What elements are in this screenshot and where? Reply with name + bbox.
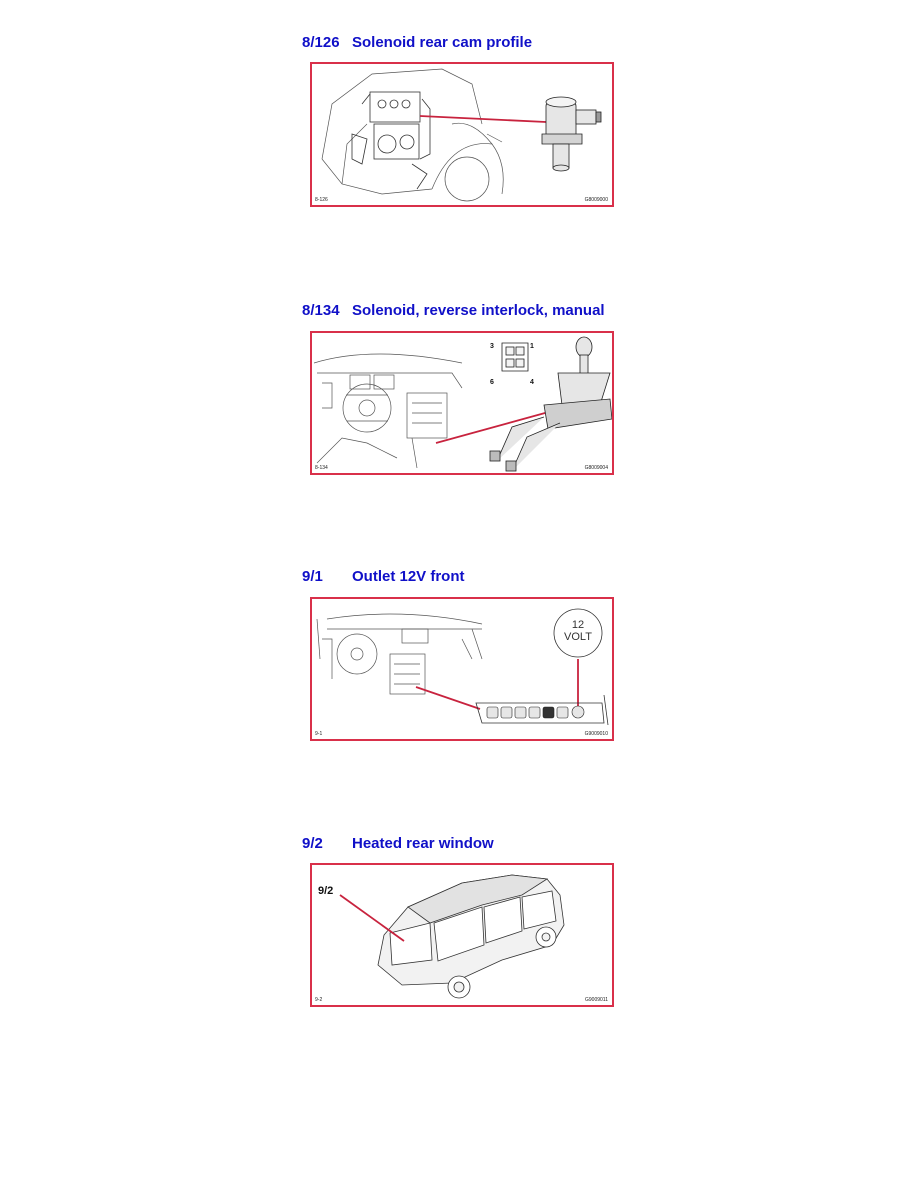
connector-pin-3: 3 — [490, 343, 494, 350]
section-heading-9-2 — [302, 835, 494, 855]
figure-8-134 — [310, 331, 614, 475]
connector-pin-6: 6 — [490, 379, 494, 386]
figure-ref-left: 9-2 — [315, 997, 323, 1003]
symbol-line-2: VOLT — [564, 631, 592, 643]
figure-ref-right: G9009011 — [585, 997, 608, 1003]
component-title: Solenoid, reverse interlock, manual — [352, 302, 605, 319]
engine-bay-illustration — [312, 64, 614, 207]
figure-9-2 — [310, 863, 614, 1007]
figure-ref-left: 8-126 — [315, 197, 328, 203]
figure-8-126 — [310, 62, 614, 207]
figure-ref-right: G8009000 — [584, 197, 608, 203]
suv-rear-window-illustration — [312, 865, 614, 1007]
section-heading-9-1 — [302, 568, 465, 588]
figure-ref-right: G8009004 — [584, 465, 608, 471]
connector-pin-4: 4 — [530, 379, 534, 386]
figure-ref-left: 9-1 — [315, 731, 323, 737]
twelve-volt-symbol — [556, 619, 600, 643]
figure-ref-left: 8-134 — [315, 465, 328, 471]
component-code: 9/1 — [302, 568, 323, 585]
section-heading-8-126 — [302, 34, 532, 54]
connector-pin-1: 1 — [530, 343, 534, 350]
component-code: 9/2 — [302, 835, 323, 852]
component-callout: 9/2 — [318, 885, 334, 897]
component-code: 8/126 — [302, 34, 340, 51]
component-code: 8/134 — [302, 302, 340, 319]
section-heading-8-134 — [302, 302, 605, 322]
symbol-line-1: 12 — [571, 619, 585, 631]
component-title: Outlet 12V front — [352, 568, 465, 585]
figure-ref-right: G9009010 — [584, 731, 608, 737]
dashboard-gearshift-illustration — [312, 333, 614, 475]
component-title: Heated rear window — [352, 835, 494, 852]
component-title: Solenoid rear cam profile — [352, 34, 533, 51]
figure-9-1 — [310, 597, 614, 741]
